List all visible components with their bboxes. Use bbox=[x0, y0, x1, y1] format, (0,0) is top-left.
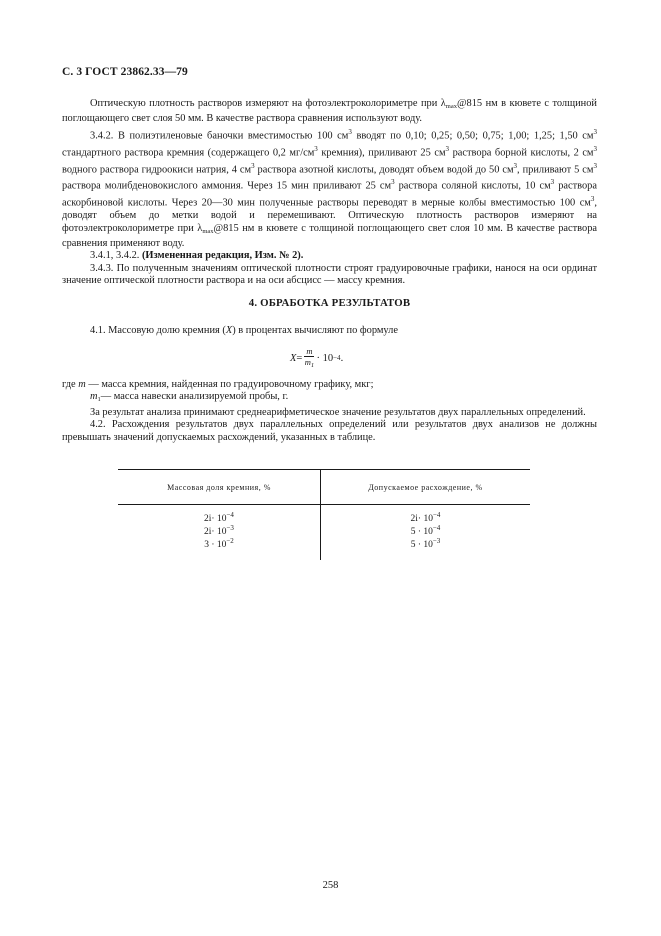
where-line-m: где m — масса кремния, найденная по градуировочному графику, мкг; bbox=[62, 379, 374, 390]
header-silicon-fraction: Массовая доля кремния, % bbox=[118, 470, 321, 505]
page-number: 258 bbox=[322, 880, 339, 891]
formula-explanation-block bbox=[62, 379, 597, 444]
formula-lhs: X bbox=[290, 352, 297, 364]
section-title-results-processing: 4. ОБРАБОТКА РЕЗУЛЬТАТОВ bbox=[248, 297, 411, 309]
table-cell: $2i\cdot 10^{-4}$ bbox=[410, 511, 441, 525]
table-cell: $5 \cdot 10^{-4}$ bbox=[410, 524, 441, 538]
tolerance-table bbox=[118, 469, 530, 560]
table-cell: $3 \cdot 10^{-2}$ bbox=[118, 537, 321, 560]
paragraph-amendment-note: 3.4.1, 3.4.2. (Измененная редакция, Изм. № 2). bbox=[90, 250, 304, 262]
silicon-fraction-formula bbox=[290, 345, 343, 371]
paragraph-optical-density-50mm: Оптическую плотность растворов измеряют на фотоэлектроколориметре при $\lambda_{max}@815$ нм в кювете с толщиной поглощающего свет слоя 50 мм. В качестве раствора сравнения используют воду. bbox=[62, 98, 597, 125]
table-header-row bbox=[118, 470, 530, 505]
table-cell: $2i\cdot 10^{-3}$ bbox=[118, 524, 321, 537]
page-header: С. 3 ГОСТ 23862.33—79 bbox=[62, 66, 188, 78]
formula-numerator: m bbox=[306, 345, 313, 356]
section-4-1-intro bbox=[62, 325, 597, 337]
table-cell: $2i\cdot 10^{-4}$ bbox=[118, 505, 321, 525]
table-row bbox=[118, 505, 530, 525]
table-cell: $5 \cdot 10^{-3}$ bbox=[410, 537, 441, 551]
formula-exponent: −4 bbox=[333, 354, 341, 362]
paragraph-4-2: 4.2. Расхождения результатов двух параллельных определений или результатов двух анализов не должны превышать значений допускаемых расхождений, указанных в таблице. bbox=[62, 419, 597, 443]
paragraph-3-4-2: 3.4.2. В полиэтиленовые баночки вместимостью 100 $см^3$ вводят по 0,10; 0,25; 0,50; 0,75; 1,00; 1,25; 1,50 $см^3$ стандартного раствора кремния (содержащего 0,2 $мг/см^3$ кремния), приливают 25 $см^3$ раствора борной кислоты, 2 $см^3$ водного раствора гидроокиси натрия, 4 $см^3$ раствора азотной кислоты, доводят объем водой до 50 $см^3$, приливают 5 $см^3$ раствора молибденовокислого аммония. Через 15 мин приливают 25 $см^3$ раствора соляной кислоты, 10 $см^3$ раствора аскорбиновой кислоты. Через 20—30 мин полученные растворы переводят в мерные колбы вместимостью 100 $см^3$, доводят объем до метки водой и перемешивают. Оптическую плотность растворов измеряют на фотоэлектроколориметре при $\lambda_{max}@815$ нм в кювете с толщиной поглощающего свет слоя 10 мм. В качестве раствора сравнения применяют воду. bbox=[62, 127, 598, 249]
table-row bbox=[118, 524, 530, 537]
paragraph-result-average: За результат анализа принимают среднеарифметическое значение результатов двух параллельных определений. bbox=[90, 406, 586, 418]
formula-fraction bbox=[304, 346, 314, 371]
formula-multiplier: · 10 bbox=[316, 352, 334, 364]
method-text-block bbox=[62, 98, 597, 288]
header-allowed-discrepancy: Допускаемое расхождение, % bbox=[368, 482, 483, 492]
formula-end: . bbox=[340, 352, 344, 364]
where-line-m1: $m_1—$ масса навески анализируемой пробы, г. bbox=[90, 391, 289, 404]
formula-denominator: $m_1$ bbox=[304, 356, 315, 369]
paragraph-4-1: 4.1. Массовую долю кремния (X) в процентах вычисляют по формуле bbox=[90, 325, 398, 336]
paragraph-3-4-3: 3.4.3. По полученным значениям оптической плотности строят градуировочные графики, нанося на оси ординат значение оптической плотности раствора и на оси абсцисс — массу кремния. bbox=[62, 262, 597, 287]
formula-equals: = bbox=[296, 352, 303, 364]
table-row bbox=[118, 537, 530, 560]
